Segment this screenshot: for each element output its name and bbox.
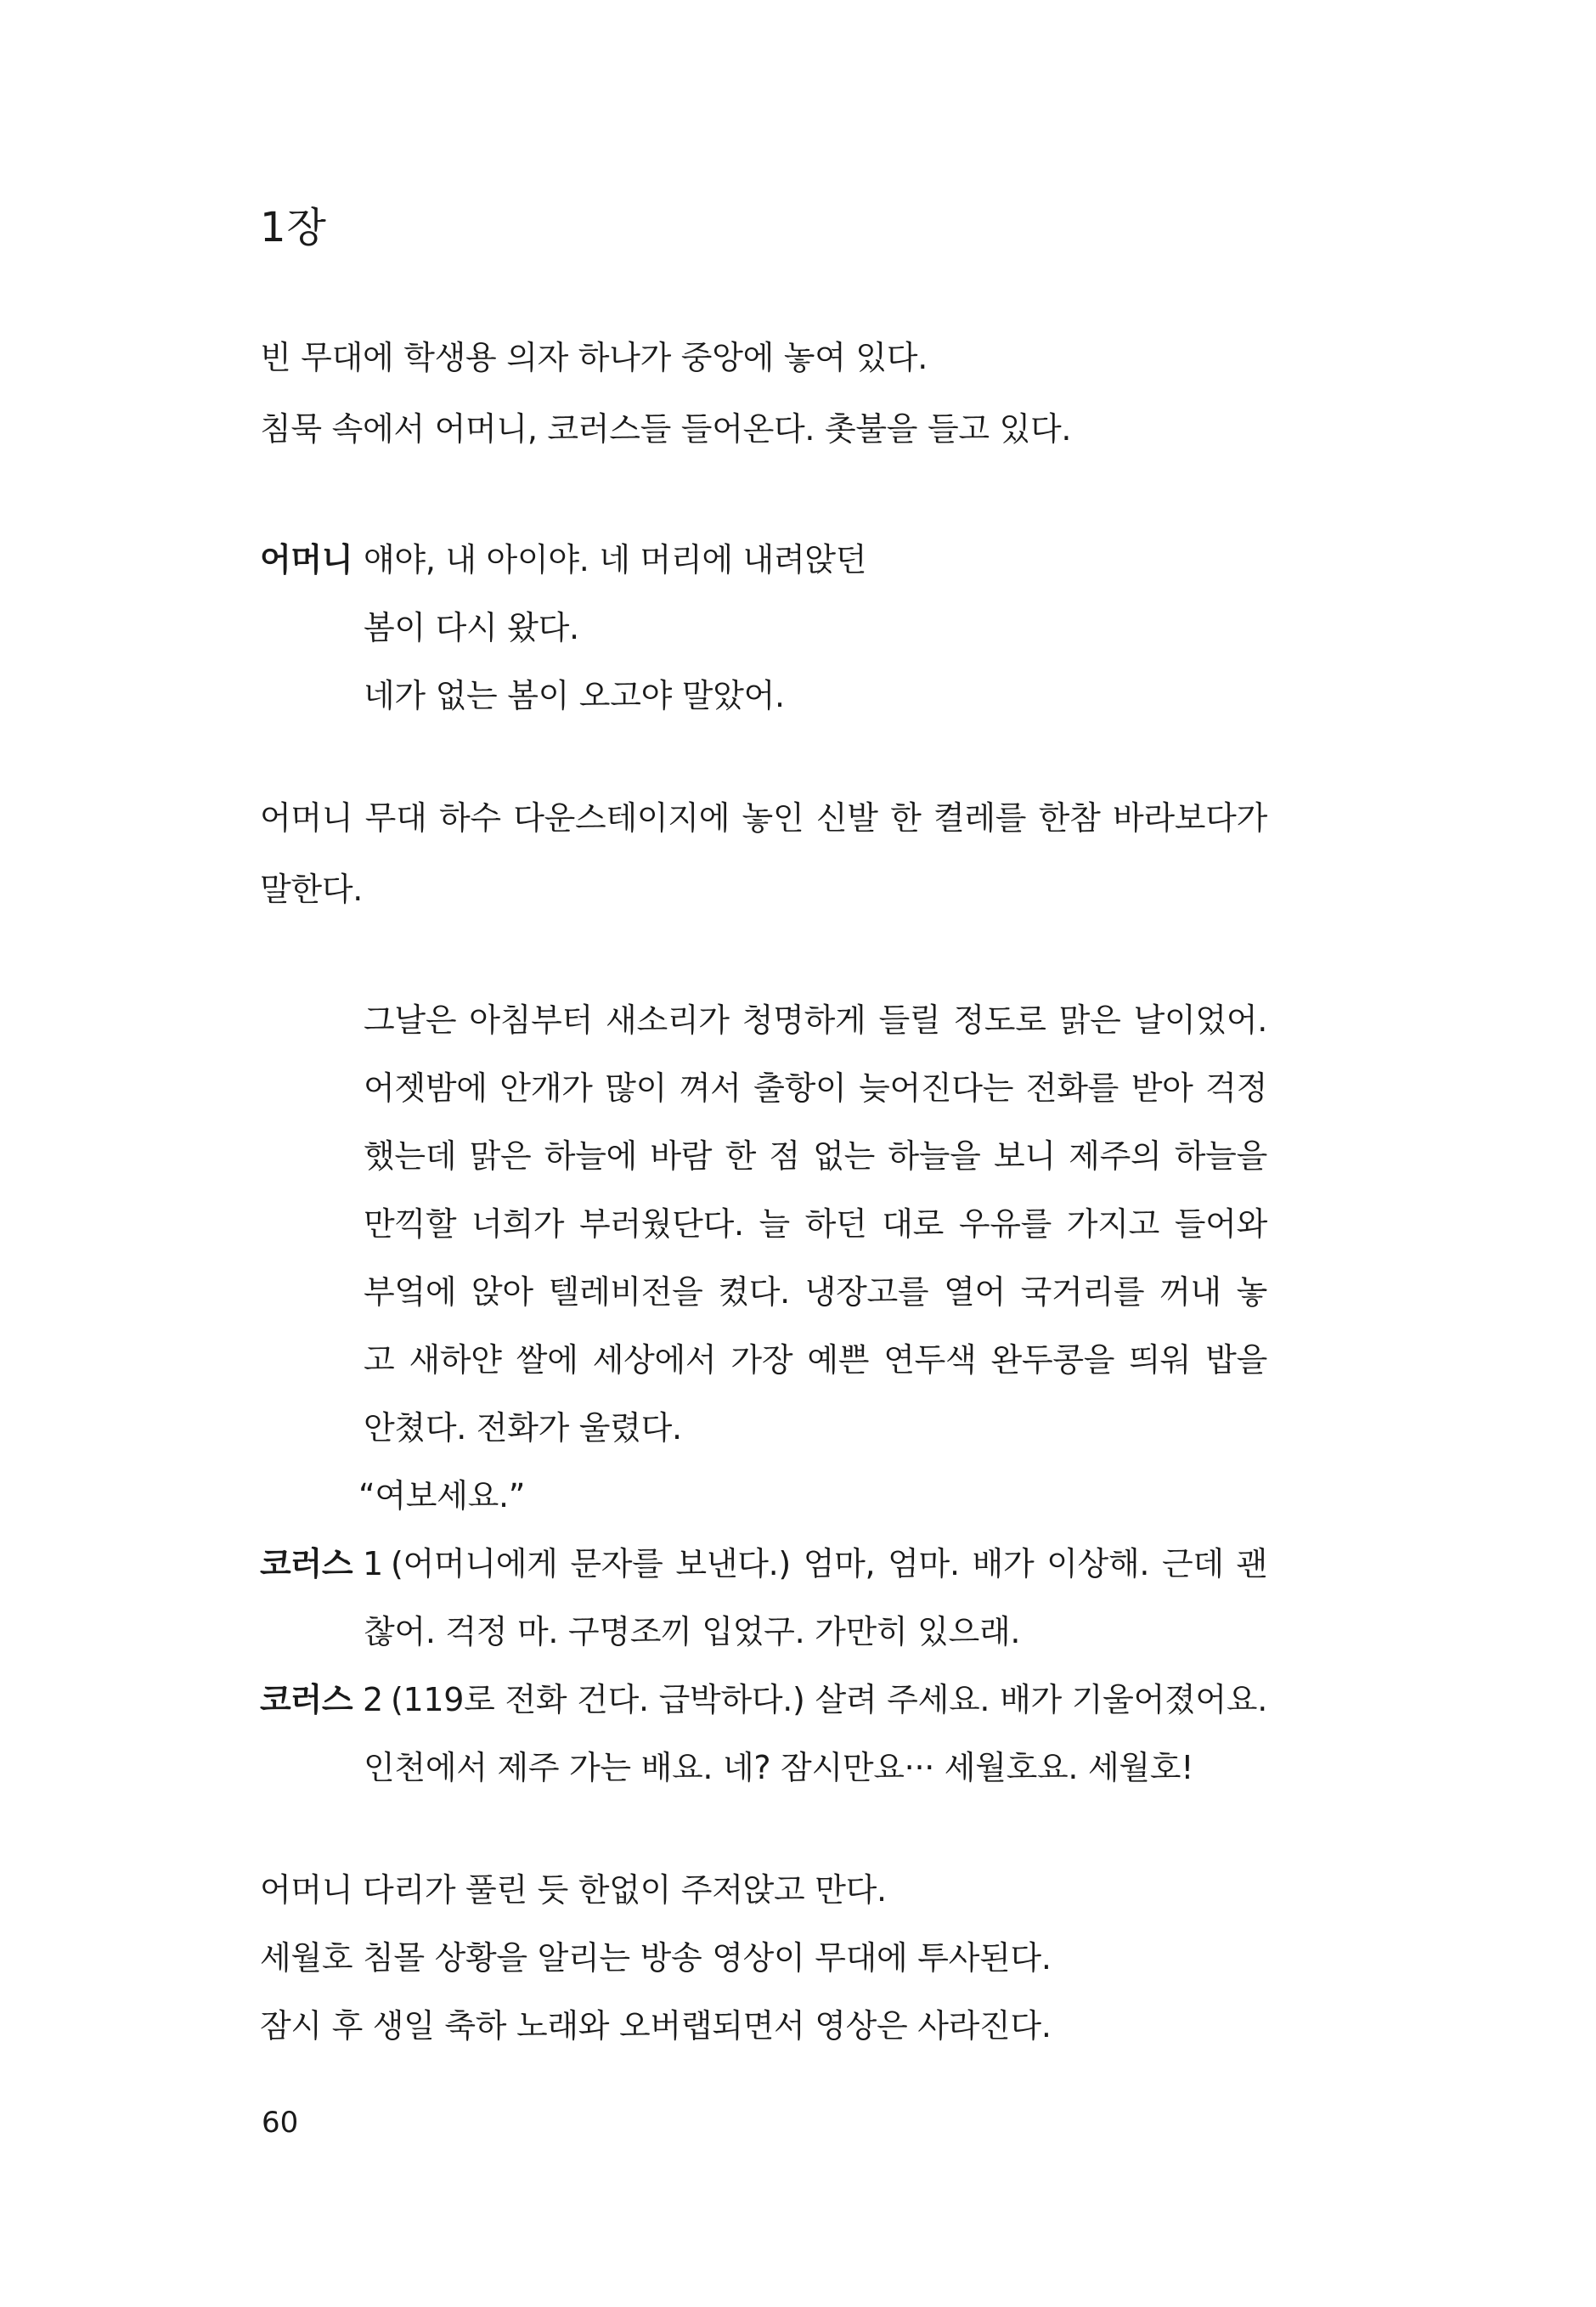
stage-direction-line: 세월호 침몰 상황을 알리는 방송 영상이 무대에 투사된다. (260, 1939, 1052, 1977)
monologue-line: 했는데 맑은 하늘에 바람 한 점 없는 하늘을 보니 제주의 하늘을 (364, 1137, 1267, 1175)
dialogue-line: 찮어. 걱정 마. 구명조끼 입었구. 가만히 있으래. (364, 1613, 1021, 1650)
dialogue-line: (어머니에게 문자를 보낸다.) 엄마, 엄마. 배가 이상해. 근데 괜 (391, 1545, 1267, 1582)
monologue-line: 고 새하얀 쌀에 세상에서 가장 예쁜 연두색 완두콩을 띄워 밥을 (364, 1341, 1267, 1379)
speaker-name: 어머니 (260, 541, 353, 578)
stage-direction-line: 침묵 속에서 어머니, 코러스들 들어온다. 촛불을 들고 있다. (260, 410, 1072, 448)
stage-direction-line: 어머니 무대 하수 다운스테이지에 놓인 신발 한 켤레를 한참 바라보다가 (260, 799, 1267, 837)
speaker-name (260, 1545, 383, 1582)
monologue-line: 그날은 아침부터 새소리가 청명하게 들릴 정도로 맑은 날이었어. (364, 1001, 1268, 1039)
speaker-number: 2 (363, 1681, 383, 1718)
dialogue-line: 얘야, 내 아이야. 네 머리에 내려앉던 (364, 541, 867, 578)
page-number: 60 (262, 2106, 299, 2140)
speaker-label: 코러스 (260, 1681, 353, 1718)
dialogue-line: (119로 전화 건다. 급박하다.) 살려 주세요. 배가 기울어졌어요. (391, 1681, 1267, 1718)
stage-direction-line: 빈 무대에 학생용 의자 하나가 중앙에 놓여 있다. (260, 339, 928, 376)
dialogue-line: 봄이 다시 왔다. (364, 609, 579, 646)
stage-direction-line: 말한다. (260, 871, 364, 908)
dialogue-line: 인천에서 제주 가는 배요. 네? 잠시만요··· 세월호요. 세월호! (364, 1749, 1194, 1786)
speaker-label: 코러스 (260, 1545, 353, 1582)
stage-direction-line: 잠시 후 생일 축하 노래와 오버랩되면서 영상은 사라진다. (260, 2007, 1052, 2045)
speaker-number: 1 (363, 1545, 383, 1582)
stage-direction-line: 어머니 다리가 풀린 듯 한없이 주저앉고 만다. (260, 1871, 887, 1909)
speaker-name (260, 1681, 383, 1718)
monologue-line: 부엌에 앉아 텔레비전을 켰다. 냉장고를 열어 국거리를 꺼내 놓 (364, 1273, 1267, 1311)
monologue-line: 안쳤다. 전화가 울렸다. (364, 1409, 682, 1447)
monologue-line: 만끽할 너희가 부러웠단다. 늘 하던 대로 우유를 가지고 들어와 (364, 1205, 1267, 1243)
monologue-line: “여보세요.” (358, 1477, 526, 1514)
monologue-line: 어젯밤에 안개가 많이 껴서 출항이 늦어진다는 전화를 받아 걱정 (364, 1069, 1267, 1107)
dialogue-line: 네가 없는 봄이 오고야 말았어. (364, 677, 785, 714)
chapter-title: 1장 (260, 204, 327, 251)
